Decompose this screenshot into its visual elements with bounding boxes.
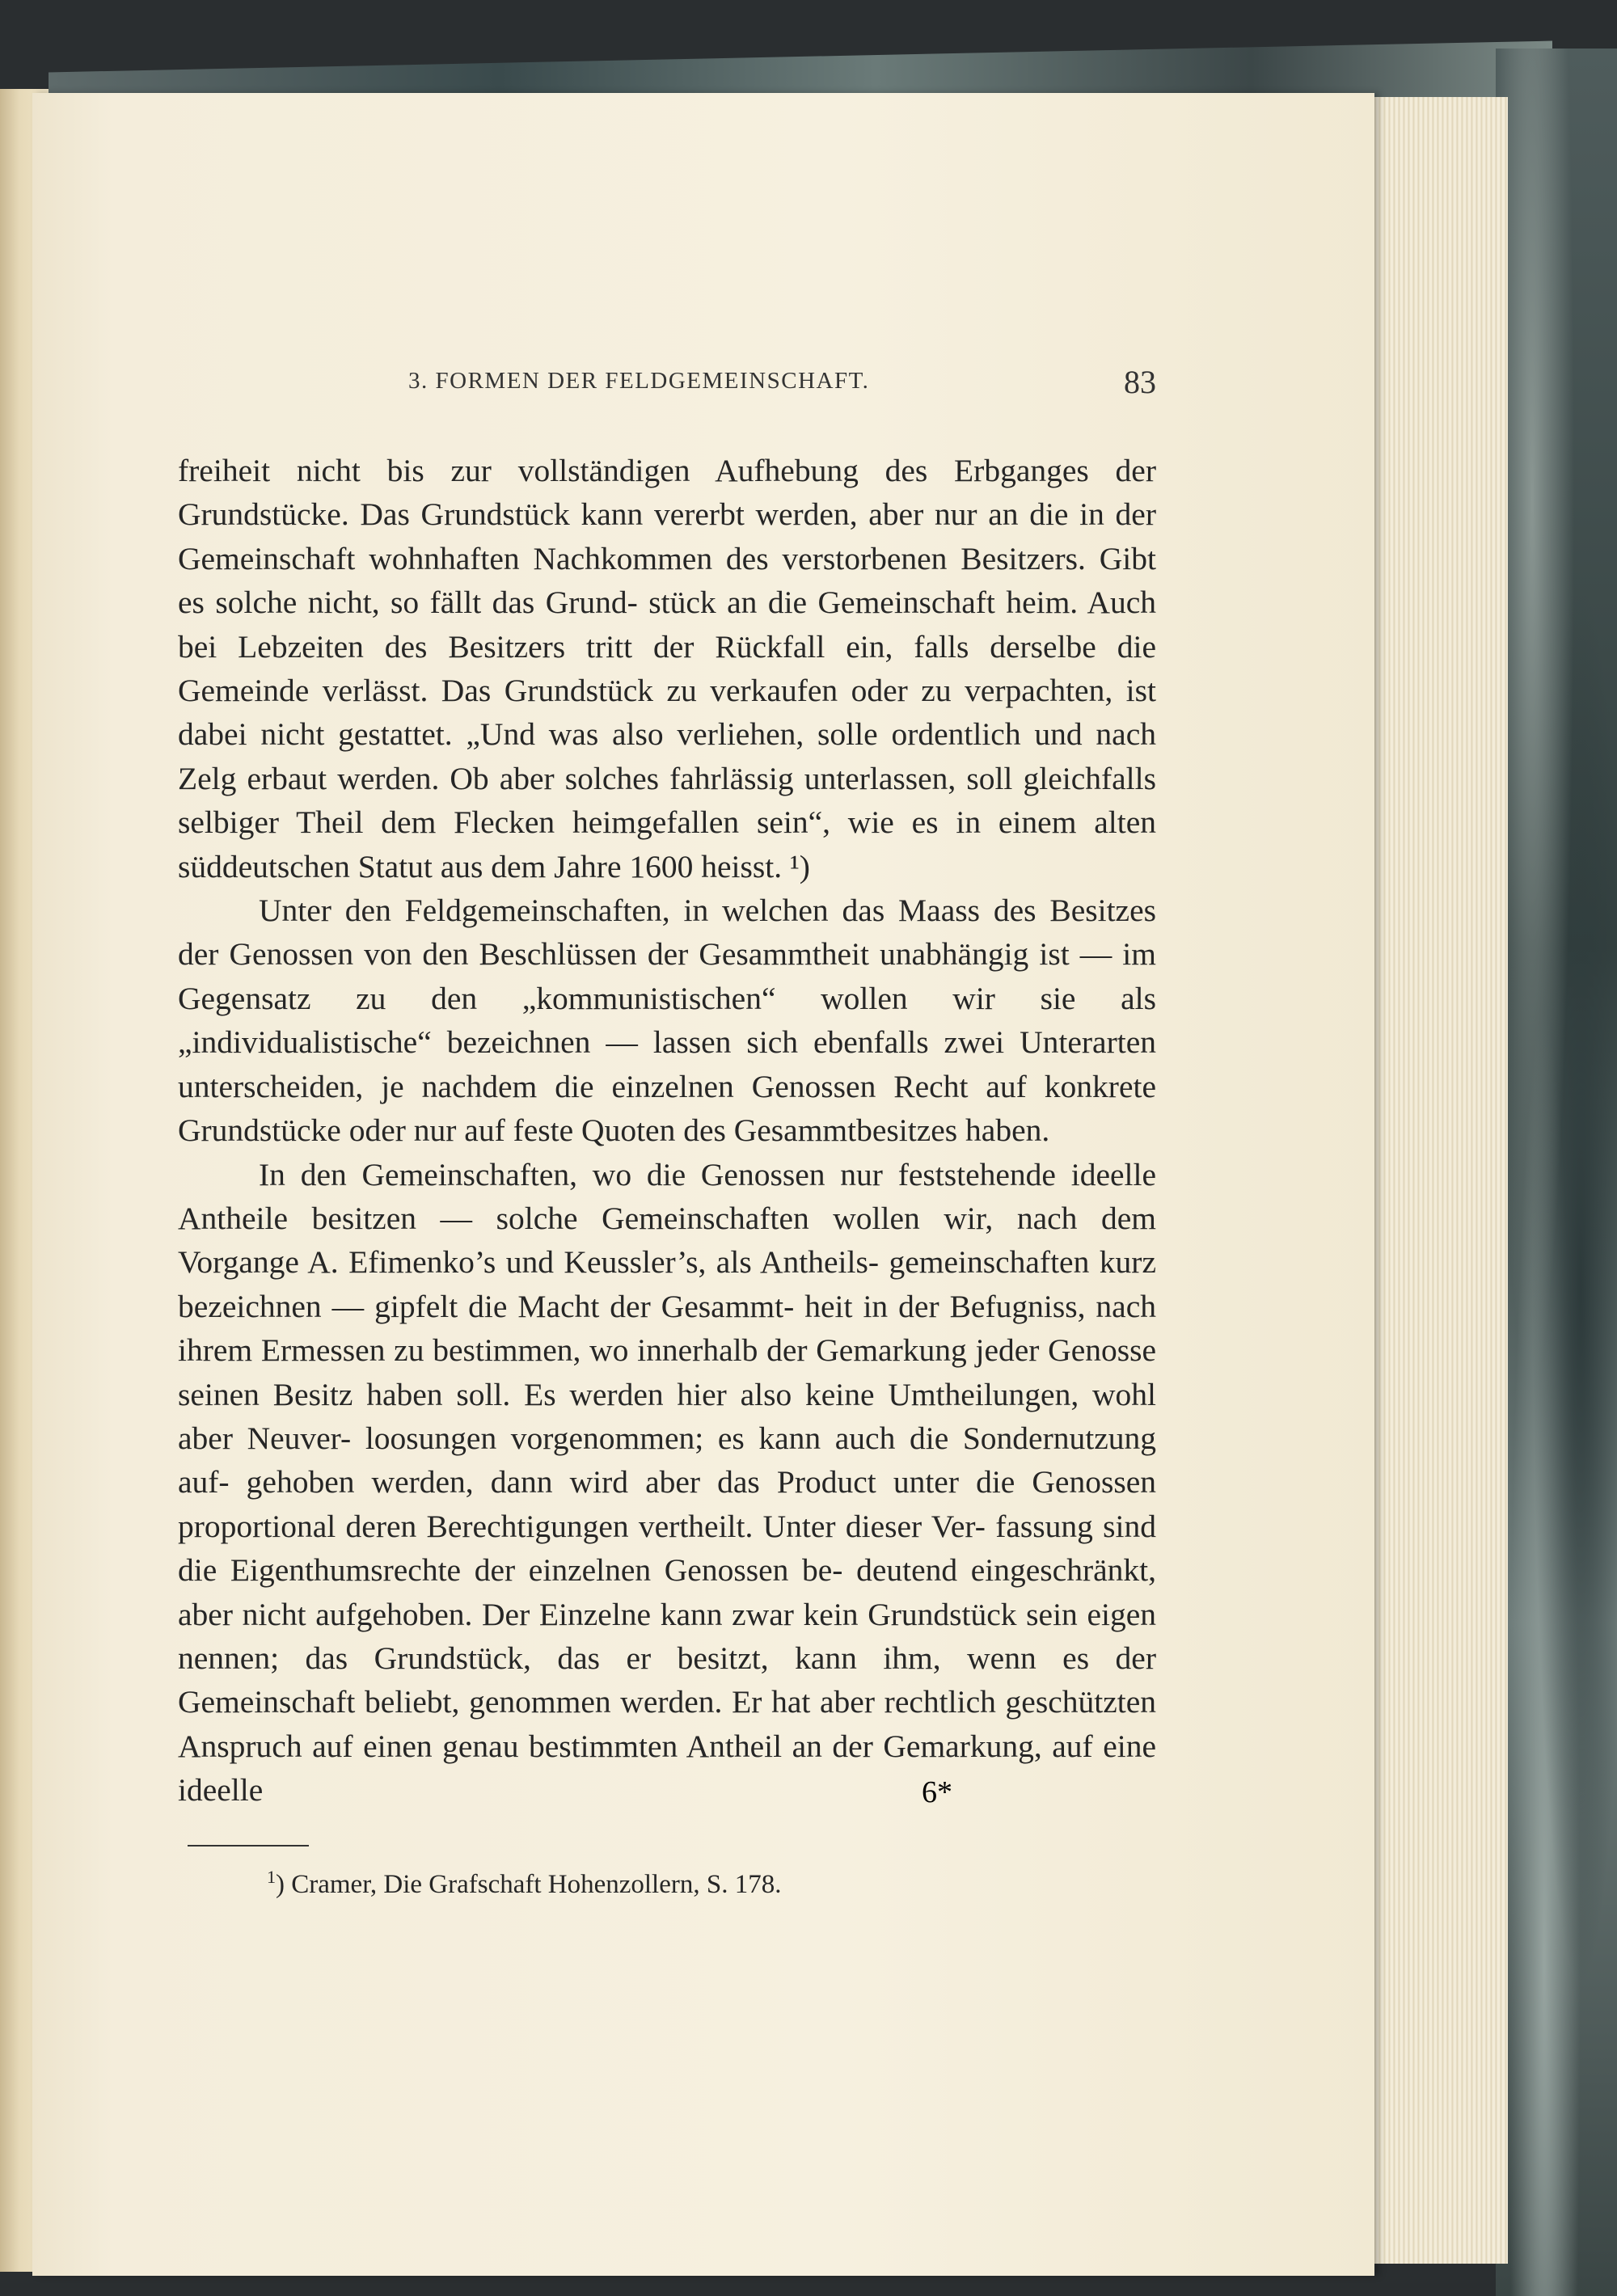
chapter-title: 3. FORMEN DER FELDGEMEINSCHAFT. — [408, 368, 870, 394]
book-cover-right — [1496, 49, 1617, 2296]
body-text — [178, 449, 1156, 1813]
footnote-divider — [188, 1845, 309, 1847]
paragraph-2: Unter den Feldgemeinschaften, in welchen das Maass des Besitzes der Genossen von den Beschlüssen der Gesammtheit unabhängig ist — im Gegensatz zu den „kommunistischen“ wollen wir sie als „individualistische“ bezeichnen — lassen sich ebenfalls zwei Unterarten unterscheiden, je nachdem die einzelnen Genossen Recht auf konkrete Grundstücke oder nur auf feste Quoten des Gesammtbesitzes haben. — [178, 893, 1156, 1149]
running-head — [178, 364, 1156, 403]
book-page — [32, 93, 1374, 2276]
page-content — [178, 364, 1156, 1902]
footnote — [267, 1859, 1156, 1902]
paragraph-1: freiheit nicht bis zur vollständigen Aufhebung des Erbganges der Grundstücke. Das Grundstück kann vererbt werden, aber nur an die in der Gemeinschaft wohnhaften Nachkommen des verstorbenen Besitzers. Gibt es solche nicht, so fällt das Grund- stück an die Gemeinschaft heim. Auch bei Lebzeiten des Besitzers tritt der Rückfall ein, falls derselbe die Gemeinde verlässt. Das Grundstück zu verkaufen oder zu verpachten, ist dabei nicht gestattet. „Und was also verliehen, solle ordentlich und nach Zelg erbaut werden. Ob aber solches fahrlässig unterlassen, soll gleichfalls selbiger Theil dem Flecken heimgefallen sein“, wie es in einem alten süddeutschen Statut aus dem Jahre 1600 heisst. ¹) — [178, 453, 1156, 884]
footnote-marker: 1 — [267, 1866, 276, 1887]
footnote-text: ) Cramer, Die Grafschaft Hohenzollern, S. 178. — [276, 1869, 782, 1899]
paragraph-3: In den Gemeinschaften, wo die Genossen nur feststehende ideelle Antheile besitzen — solche Gemeinschaften wollen wir, nach dem Vorgange A. Efimenko’s und Keussler’s, als Antheils- gemeinschaften kurz bezeichnen — gipfelt die Macht der Gesammt- heit in der Befugniss, nach ihrem Ermessen zu bestimmen, wo innerhalb der Gemarkung jeder Genosse seinen Besitz haben soll. Es werden hier also keine Umtheilungen, wohl aber Neuver- loosungen vorgenommen; es kann auch die Sondernutzung auf- gehoben werden, dann wird aber das Product unter die Genossen proportional deren Berechtigungen vertheilt. Unter dieser Ver- fassung sind die Eigenthumsrechte der einzelnen Genossen be- deutend eingeschränkt, aber nicht aufgehoben. Der Einzelne kann zwar kein Grundstück sein eigen nennen; das Grundstück, das er besitzt, kann ihm, wenn es der Gemeinschaft beliebt, genommen werden. Er hat aber rechtlich geschützten Anspruch auf einen genau bestimmten Antheil an der Gemarkung, auf eine ideelle — [178, 1156, 1156, 1809]
sheet-signature: 6* — [922, 1775, 952, 1809]
page-number: 83 — [1124, 364, 1156, 400]
page-edges — [1366, 97, 1508, 2264]
